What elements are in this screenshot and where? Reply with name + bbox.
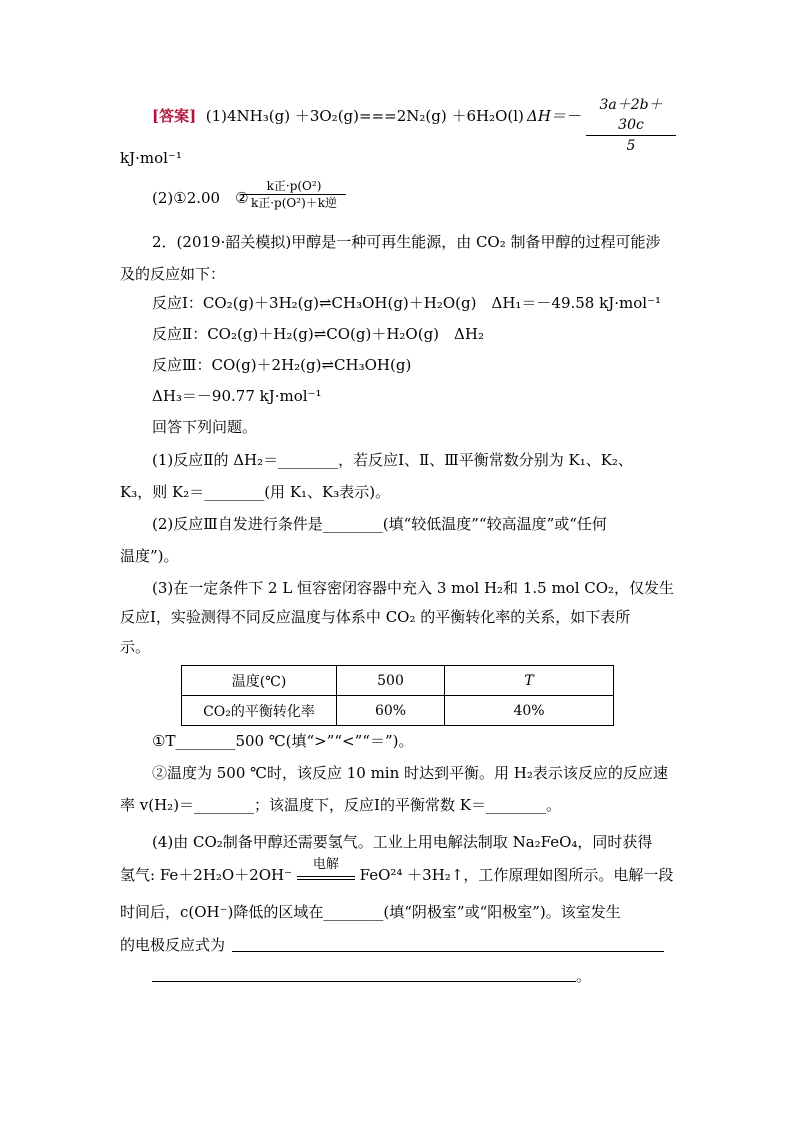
part4-line4: [120, 935, 225, 955]
part3-line1: (3)在一定条件下 2 L 恒容密闭容器中充入 3 mol H₂和 1.5 mol CO₂，仅发生: [152, 579, 675, 597]
part1-line1: (1)反应Ⅱ的 ΔH₂＝________，若反应Ⅰ、Ⅱ、Ⅲ平衡常数分别为 K₁、K₂、: [152, 451, 633, 469]
equals-bar: [297, 876, 355, 880]
electrode-reaction-label: 的电极反应式为: [120, 936, 226, 954]
answer-unit: kJ·mol⁻¹: [120, 149, 182, 167]
table-cell: 40%: [445, 696, 614, 726]
answer-prompt: 回答下列问题。: [152, 418, 258, 436]
answer-equation-1: (1)4NH₃(g) ＋3O₂(g)===2N₂(g) ＋6H₂O(l): [205, 107, 524, 125]
part2-denominator: k正·p(O²)＋k逆: [250, 196, 338, 210]
reaction-2: 反应Ⅱ：CO₂(g)＋H₂(g)⇌CO(g)＋H₂O(g) ΔH₂: [152, 325, 484, 343]
electrolysis-equation-left: 氢气: Fe＋2H₂O＋2OH⁻: [120, 866, 293, 884]
delta-h-numerator: 3a＋2b＋30c: [586, 95, 676, 136]
electrolysis-condition: [297, 857, 355, 880]
answer-part2-prefix: (2)①2.00 ②: [152, 189, 249, 207]
part2-line1: (2)反应Ⅲ自发进行条件是________(填“较低温度”“较高温度”或“任何: [152, 515, 607, 533]
delta-h-label: [527, 106, 581, 126]
table-row: [182, 696, 614, 726]
table-cell: T: [445, 666, 614, 696]
answer-part2-fraction: [242, 178, 346, 211]
conversion-table: [181, 665, 614, 726]
part4-line1: (4)由 CO₂制备甲醇还需要氢气。工业上用电解法制取 Na₂FeO₄，同时获得: [152, 833, 653, 851]
part3-line2: 反应Ⅰ，实验测得不同反应温度与体系中 CO₂ 的平衡转化率的关系，如下表所: [120, 608, 631, 626]
part2-numerator: k正·p(O²): [242, 178, 346, 195]
electrolysis-label: 电解: [312, 857, 339, 872]
table-cell: CO₂的平衡转化率: [182, 696, 337, 726]
sub-question-2-line2: 率 v(H₂)＝________；该温度下，反应Ⅰ的平衡常数 K＝________。: [120, 796, 561, 814]
delta-h-fraction: [586, 95, 676, 156]
table-cell: 60%: [337, 696, 445, 726]
part4-line3: 时间后，c(OH⁻)降低的区域在________(填“阴极室”或“阳极室”)。该室发生: [120, 903, 621, 921]
table-cell: 500: [337, 666, 445, 696]
electrolysis-equation-right: FeO²⁴ ＋3H₂↑，工作原理如图所示。电解一段: [359, 866, 674, 884]
answer-blank-line-1[interactable]: [232, 951, 664, 952]
reaction-3: 反应Ⅲ：CO(g)＋2H₂(g)⇌CH₃OH(g): [152, 356, 412, 374]
answer-blank-line-2[interactable]: [152, 981, 576, 982]
delta-h-text: ΔH＝－: [527, 107, 581, 125]
part3-line3: 示。: [120, 638, 151, 656]
part4-line2: [120, 857, 674, 885]
part2-line2: 温度”)。: [120, 547, 179, 565]
answer-tag: [答案]: [152, 107, 197, 125]
q2-intro-line1: 2．(2019·韶关模拟)甲醇是一种可再生能源，由 CO₂ 制备甲醇的过程可能涉: [152, 233, 661, 251]
part1-line2: K₃，则 K₂＝________(用 K₁、K₃表示)。: [120, 483, 391, 501]
reaction-1: 反应Ⅰ：CO₂(g)＋3H₂(g)⇌CH₃OH(g)＋H₂O(g) ΔH₁＝－49.58 kJ·mol⁻¹: [152, 294, 661, 312]
end-period: 。: [576, 967, 592, 985]
sub-question-2-line1: ②温度为 500 ℃时，该反应 10 min 时达到平衡。用 H₂表示该反应的反应速: [152, 764, 668, 782]
answer-line-1: [152, 106, 524, 126]
delta-h3: ΔH₃＝－90.77 kJ·mol⁻¹: [152, 387, 322, 405]
table-row: [182, 666, 614, 696]
sub-question-1: ①T________500 ℃(填“>”“<”“＝”)。: [152, 732, 414, 750]
delta-h-denominator: 5: [626, 138, 636, 154]
table-cell: 温度(℃): [182, 666, 337, 696]
q2-intro-line2: 及的反应如下：: [120, 265, 226, 283]
